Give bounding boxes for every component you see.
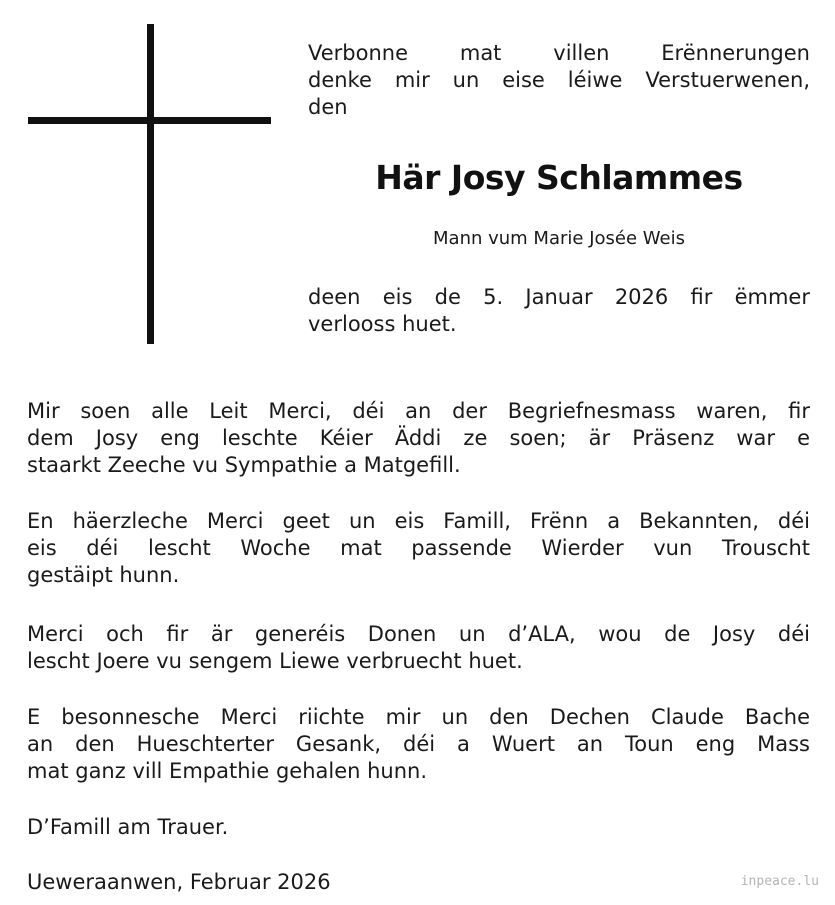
deceased-name: Här Josy Schlammes	[375, 158, 743, 197]
paragraph-line: mat ganz vill Empathie gehalen hunn.	[27, 759, 428, 783]
thanks-paragraph-donations	[27, 621, 810, 675]
place-date	[27, 869, 810, 896]
paragraph-line: an den Hueschterter Gesank, déi a Wuert an Toun eng Mass	[27, 732, 810, 756]
paragraph-line: E besonnesche Merci riichte mir un den Dechen Claude Bache	[27, 705, 810, 729]
cross-horizontal-bar	[28, 117, 271, 124]
watermark: inpeace.lu	[740, 874, 819, 889]
paragraph-line: gestäipt hunn.	[27, 563, 180, 587]
intro-line: denke mir un eise léiwe Verstuerwenen,	[308, 68, 810, 92]
cross-vertical-bar	[147, 24, 154, 344]
place-date-line: Ueweraanwen, Februar 2026	[27, 870, 331, 894]
paragraph-line: Merci och fir är generéis Donen un d’ALA, wou de Josy déi	[27, 622, 810, 646]
paragraph-line: eis déi lescht Woche mat passende Wierder vun Trouscht	[27, 536, 810, 560]
intro-text	[308, 40, 810, 121]
thanks-paragraph-family	[27, 508, 810, 589]
thanks-paragraph-clergy	[27, 704, 810, 785]
paragraph-line: dem Josy eng leschte Kéier Äddi ze soen; är Präsenz war e	[27, 426, 810, 450]
intro-line: Verbonne mat villen Erënnerungen	[308, 41, 810, 65]
signature-line: D’Famill am Trauer.	[27, 815, 229, 839]
thanks-paragraph-mass	[27, 398, 810, 479]
death-notice-line: verlooss huet.	[308, 312, 457, 336]
paragraph-line: lescht Joere vu sengem Liewe verbruecht huet.	[27, 649, 523, 673]
spouse-line: Mann vum Marie Josée Weis	[433, 228, 685, 249]
paragraph-line: En häerzleche Merci geet un eis Famill, Frënn a Bekannten, déi	[27, 509, 810, 533]
paragraph-line: Mir soen alle Leit Merci, déi an der Begriefnesmass waren, fir	[27, 399, 810, 423]
death-notice-line: deen eis de 5. Januar 2026 fir ëmmer	[308, 285, 810, 309]
family-signature	[27, 814, 810, 841]
death-notice	[308, 284, 810, 338]
paragraph-line: staarkt Zeeche vu Sympathie a Matgefill.	[27, 453, 461, 477]
intro-line: den	[308, 95, 348, 119]
